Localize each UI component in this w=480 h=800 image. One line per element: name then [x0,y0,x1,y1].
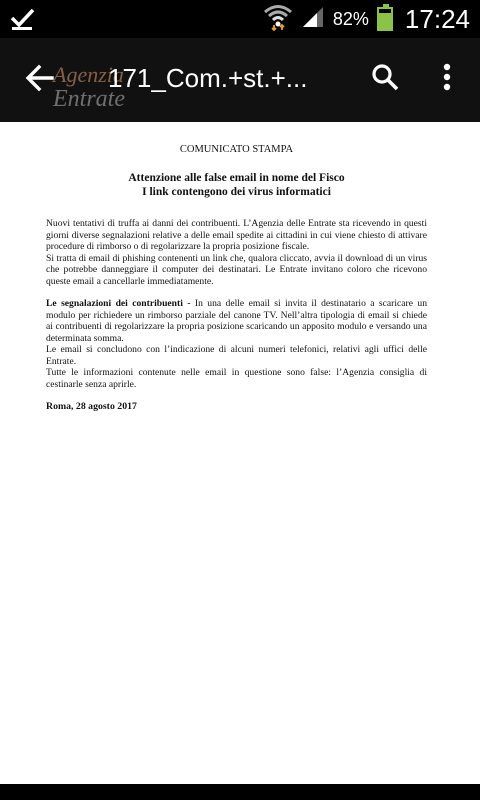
search-icon [370,62,400,97]
battery-percent: 82% [332,8,369,29]
back-arrow-icon [25,63,55,98]
headline [46,171,427,199]
document-title: 171_Com.+st.+... [108,63,308,93]
search-button[interactable] [360,54,410,104]
overflow-menu-button[interactable] [422,54,472,104]
release-date: Roma, 28 agosto 2017 [46,401,137,412]
overflow-menu-icon [443,63,451,96]
headline-line-2: I link contengono dei virus informatici [142,186,331,198]
paragraph-2: Si tratta di email di phishing contenenti un link che, qualora cliccato, avvia il download di un virus che potrebbe danneggiare il computer dei destinatari. Le Entrate invitano coloro che ricevono queste email a cancellarle immediatamente. [46,252,427,287]
paragraph-3 [46,298,427,344]
headline-line-1: Attenzione alle false email in nome del Fisco [128,172,345,184]
agenzia-entrate-logo: Agenzia Entrate [53,62,125,112]
press-release-label: COMUNICATO STAMPA [179,144,294,155]
paragraph-1: Nuovi tentativi di truffa ai danni dei contribuenti. L’Agenzia delle Entrate sta ricevendo in questi giorni diverse segnalazioni relative a delle email spedite ai cittadini in cui viene chiesto di attivare procedure di rimborso o di regolarizzare la propria posizione fiscale. [46,218,427,252]
clock: 17:24 [404,3,470,34]
signal-icon [301,5,325,34]
document-page [46,144,427,412]
wifi-icon [263,3,293,36]
bottom-bar [0,784,480,800]
document-viewer[interactable] [0,122,480,784]
paragraph-5: Tutte le informazioni contenute nelle email in questione sono false: l’Agenzia consiglia di cestinarle senza aprirle. [46,367,427,390]
app-bar [0,38,480,122]
back-button[interactable] [14,54,66,106]
status-bar [0,0,480,38]
check-icon [10,5,36,36]
paragraph-4: Le email si concludono con l’indicazione di alcuni numeri telefonici, relativi agli uffici delle Entrate. [46,344,427,367]
paragraph-3-body: In una delle email si invita il destinatario a scaricare un modulo per richiedere un rimborso parziale del canone TV. Nell’altra tipologia di email si chiede ai contribuenti di regolarizzare la propria posizione scaricando un apposito modulo e versando una determinata somma. [46,298,428,344]
battery-icon [377,7,393,31]
paragraph-3-lead: Le segnalazioni dei contribuenti - [46,298,195,309]
